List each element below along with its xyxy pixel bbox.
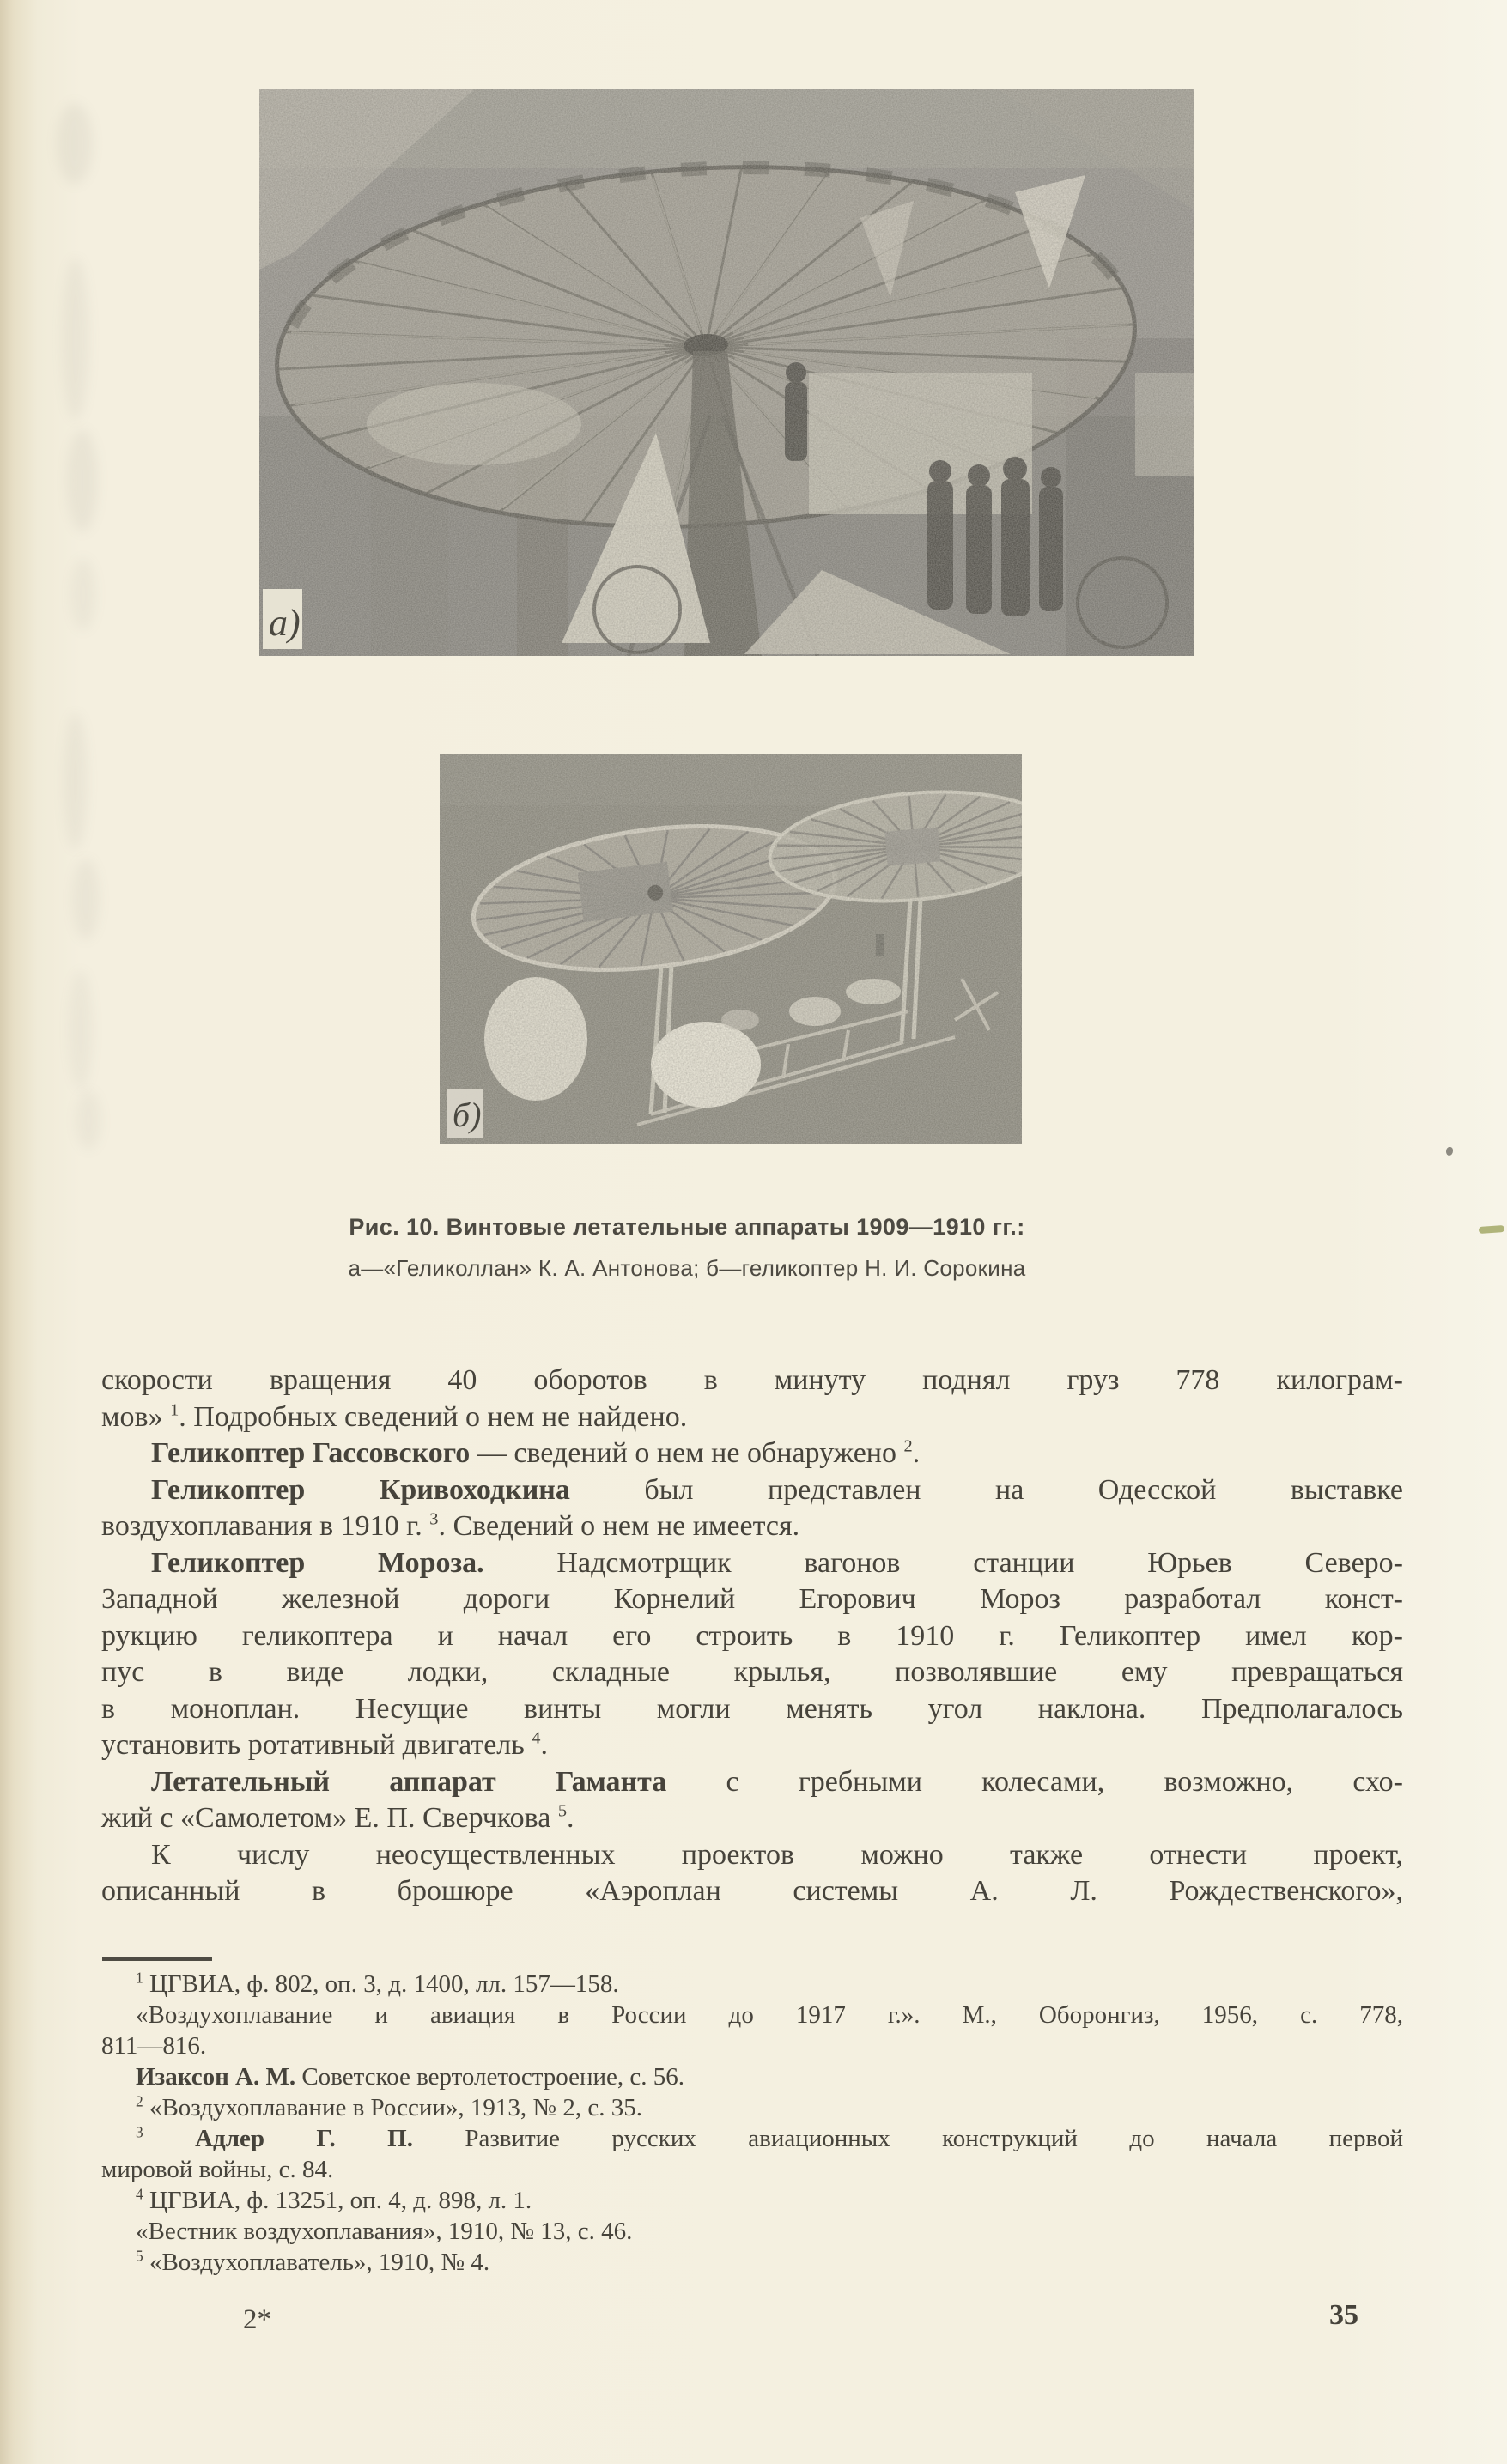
text-segment: описанный в брошюре «Аэроплан системы А. Л. Рождественского», [101, 1875, 1403, 1907]
text-segment: был представлен на Одесской выставке [569, 1473, 1404, 1506]
text-segment: пус в виде лодки, складные крылья, позволявшие ему превращаться [101, 1656, 1403, 1688]
text-line [101, 1545, 1403, 1582]
text-segment: ЦГВИА, ф. 13251, оп. 4, д. 898, л. 1. [143, 2187, 532, 2214]
text-line [101, 2123, 1403, 2154]
scan-smudge [69, 970, 93, 1090]
text-line [101, 1362, 1403, 1399]
text-line [101, 2216, 1403, 2247]
footnote-ref: 2 [903, 1436, 913, 1456]
text-line [101, 2030, 1403, 2061]
text-segment: Изаксон А. М. [136, 2063, 296, 2091]
text-line [101, 2092, 1403, 2123]
text-segment: жий с «Самолетом» Е. П. Сверчкова [101, 1802, 558, 1834]
text-segment: К числу неосуществленных проектов можно также отнести проект, [151, 1838, 1403, 1871]
text-line [101, 1654, 1403, 1691]
text-line [101, 1508, 1403, 1545]
text-line [101, 2185, 1403, 2216]
text-line [101, 1472, 1403, 1509]
footnotes [101, 1969, 1403, 2278]
text-segment: Геликоптер Гассовского [151, 1437, 471, 1469]
photo-a-illustration [259, 89, 1194, 656]
text-segment: установить ротативный двигатель [101, 1729, 532, 1761]
footnote-ref: 1 [136, 1969, 143, 1987]
text-segment: . Сведений о нем не имеется. [438, 1510, 800, 1542]
text-line [101, 1837, 1403, 1874]
scan-artifact [1479, 1225, 1504, 1234]
text-segment: . [540, 1729, 548, 1761]
text-segment: . [567, 1802, 574, 1834]
scan-smudge [70, 558, 96, 631]
text-line [101, 2000, 1403, 2030]
text-segment: Геликоптер Кривоходкина [151, 1473, 570, 1506]
footnote-ref: 1 [170, 1400, 179, 1420]
text-segment: Западной железной дороги Корнелий Егорович Мороз разработал конст- [101, 1583, 1403, 1615]
figure-photo-b-sorokin-helicopter [440, 754, 1022, 1144]
figure-caption-subtitle: а—«Геликоллан» К. А. Антонова; б—геликоптер Н. И. Сорокина [348, 1255, 1026, 1281]
scan-smudge [67, 429, 98, 532]
photo-b-illustration [440, 754, 1022, 1144]
text-segment [143, 2125, 195, 2152]
text-line [101, 1581, 1403, 1618]
text-segment: скорости вращения 40 оборотов в минуту поднял груз 778 килограм- [101, 1364, 1403, 1396]
text-line [101, 1399, 1403, 1436]
text-line [101, 1618, 1403, 1655]
text-line [101, 1800, 1403, 1837]
footnote-ref: 4 [136, 2185, 143, 2203]
photo-a-label: а) [269, 602, 301, 644]
figure-caption [129, 1214, 1245, 1282]
text-line [101, 1873, 1403, 1910]
scan-smudge [72, 859, 100, 940]
scan-artifact [1446, 1147, 1453, 1156]
scan-smudge [76, 1090, 101, 1150]
photo-b-label: б) [453, 1095, 482, 1134]
text-line [101, 1727, 1403, 1764]
text-segment: — сведений о нем не обнаружено [470, 1437, 904, 1469]
text-line [101, 1764, 1403, 1801]
text-segment: «Воздухоплавание и авиация в России до 1917 г.». М., Оборонгиз, 1956, с. 778, [136, 2001, 1403, 2029]
text-line [101, 1969, 1403, 2000]
footnote-ref: 5 [557, 1801, 568, 1821]
text-segment: «Вестник воздухоплавания», 1910, № 13, с. 46. [136, 2218, 633, 2245]
text-segment: воздухоплавания в 1910 г. [101, 1510, 430, 1542]
text-segment: Адлер Г. П. [195, 2125, 413, 2152]
text-segment: с гребными колесами, возможно, схо- [666, 1765, 1403, 1798]
text-segment: «Воздухоплавание в России», 1913, № 2, с. 35. [143, 2094, 642, 2121]
scan-smudge [64, 713, 88, 850]
text-segment: Надсмотрщик вагонов станции Юрьев Северо- [483, 1546, 1403, 1579]
text-segment: 811—816. [101, 2032, 207, 2060]
text-segment: «Воздухоплаватель», 1910, № 4. [143, 2249, 490, 2276]
text-segment: мов» [101, 1400, 171, 1433]
text-segment: Геликоптер Мороза. [151, 1546, 484, 1579]
body-text [101, 1362, 1403, 1910]
text-segment: в моноплан. Несущие винты могли менять угол наклона. Предполагалось [101, 1692, 1403, 1725]
text-line [101, 2154, 1403, 2185]
text-segment: Летательный аппарат Гаманта [151, 1765, 667, 1798]
text-segment: . [912, 1437, 921, 1469]
text-segment: мировой войны, с. 84. [101, 2156, 334, 2183]
footnote-ref: 5 [136, 2247, 143, 2265]
signature-mark: 2* [243, 2304, 271, 2335]
footnote-ref: 2 [136, 2092, 143, 2110]
scan-smudge [62, 258, 89, 421]
scan-smudge [57, 103, 93, 185]
text-line [101, 1691, 1403, 1728]
text-segment: Советское вертолетостроение, с. 56. [295, 2063, 685, 2091]
text-segment: ЦГВИА, ф. 802, оп. 3, д. 1400, лл. 157—158. [143, 1970, 619, 1998]
figure-photo-a-helicoplan [259, 89, 1194, 656]
text-line [101, 2061, 1403, 2092]
figure-caption-title: Рис. 10. Винтовые летательные аппараты 1909—1910 гг.: [349, 1214, 1025, 1240]
text-segment: рукцию геликоптера и начал его строить в 1910 г. Геликоптер имел кор- [101, 1619, 1403, 1652]
text-line [101, 2247, 1403, 2278]
text-line [101, 1435, 1403, 1472]
footnote-separator [102, 1957, 212, 1961]
text-segment: . Подробных сведений о нем не найдено. [179, 1400, 688, 1433]
footnote-ref: 3 [136, 2123, 143, 2141]
text-segment: Развитие русских авиационных конструкций до начала первой [412, 2125, 1404, 2152]
page-number: 35 [1329, 2299, 1358, 2331]
footnote-ref: 3 [429, 1509, 439, 1529]
footnote-ref: 4 [532, 1728, 541, 1748]
